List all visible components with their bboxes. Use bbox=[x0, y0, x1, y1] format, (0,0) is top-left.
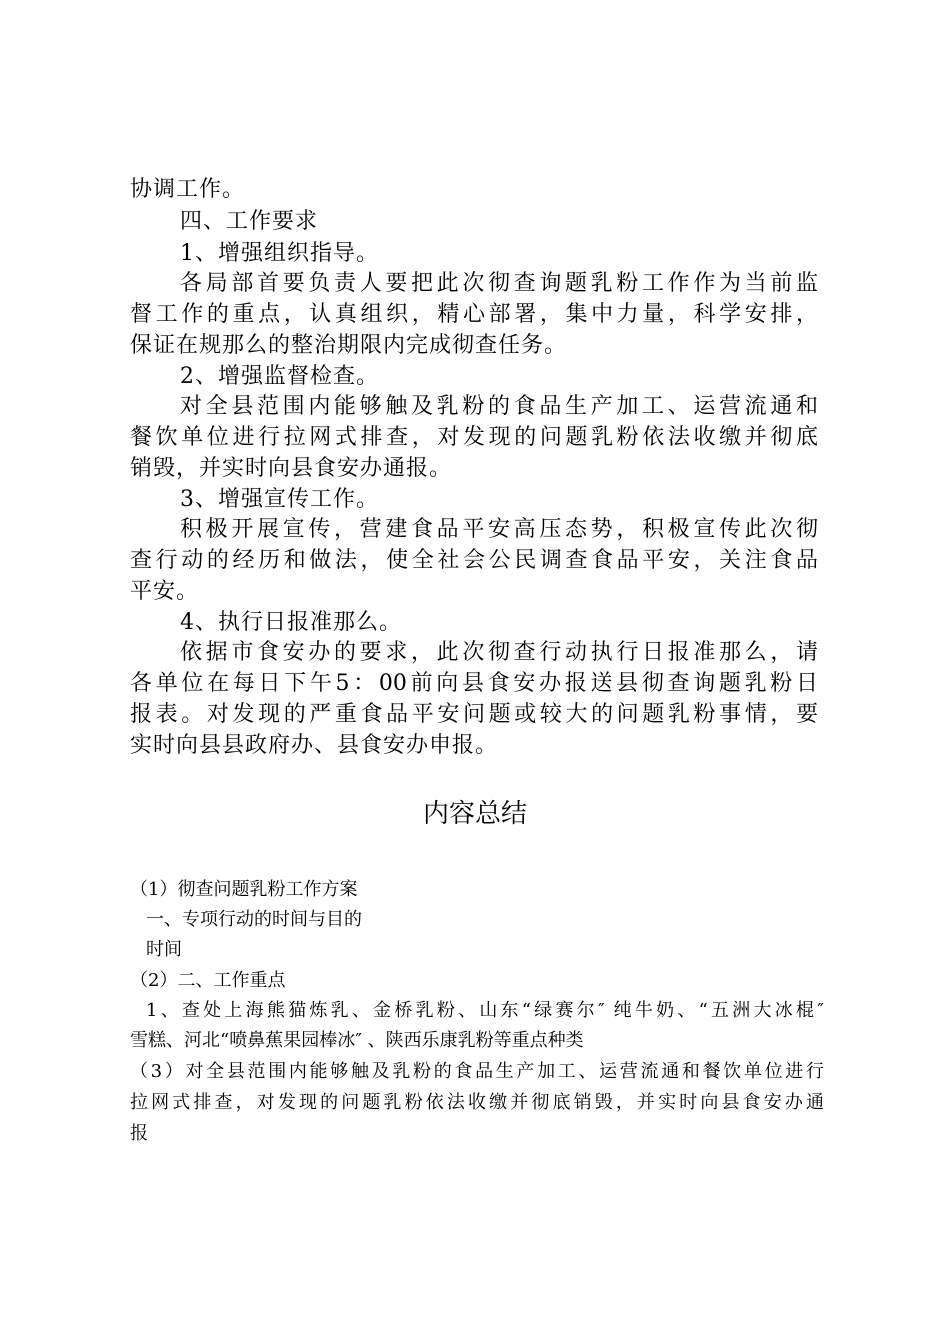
body-line: 查行动的经历和做法，使全社会公民调查食品平安，关注食品 bbox=[130, 548, 818, 573]
body-line: 平安。 bbox=[130, 579, 200, 604]
subsection-heading: 2、增强监督检查。 bbox=[180, 364, 379, 389]
body-line: 报表。对发现的严重食品平安问题或较大的问题乳粉事情，要 bbox=[130, 702, 818, 727]
summary-line: 一、专项行动的时间与目的 bbox=[146, 909, 362, 930]
summary-line: 拉网式排查，对发现的问题乳粉依法收缴并彻底销毁，并实时向县食安办通 bbox=[130, 1092, 824, 1113]
summary-line: （2）二、工作重点 bbox=[130, 970, 286, 991]
body-line: 协调工作。 bbox=[130, 177, 246, 202]
body-line: 各局部首要负责人要把此次彻查询题乳粉工作作为当前监 bbox=[180, 271, 818, 296]
body-line: 销毁，并实时向县食安办通报。 bbox=[130, 456, 453, 481]
section-heading: 四、工作要求 bbox=[180, 209, 319, 234]
subsection-heading: 1、增强组织指导。 bbox=[180, 241, 379, 266]
summary-line: 时间 bbox=[146, 939, 182, 960]
body-line: 对全县范围内能够触及乳粉的食品生产加工、运营流通和 bbox=[180, 394, 818, 419]
summary-line: （3）对全县范围内能够触及乳粉的食品生产加工、运营流通和餐饮单位进行 bbox=[130, 1061, 824, 1082]
subsection-heading: 4、执行日报准那么。 bbox=[180, 610, 402, 635]
body-line: 依据市食安办的要求，此次彻查行动执行日报准那么，请 bbox=[180, 640, 818, 665]
body-line: 各单位在每日下午5：00前向县食安办报送县彻查询题乳粉日 bbox=[130, 671, 818, 696]
body-line: 督工作的重点，认真组织，精心部署，集中力量，科学安排， bbox=[130, 302, 818, 327]
summary-line: 雪糕、河北“喷鼻蕉果园棒冰″ 、陕西乐康乳粉等重点种类 bbox=[130, 1030, 584, 1051]
body-line: 保证在规那么的整治期限内完成彻查任务。 bbox=[130, 333, 568, 358]
body-line: 餐饮单位进行拉网式排查，对发现的问题乳粉依法收缴并彻底 bbox=[130, 425, 818, 450]
summary-line: （1）彻查问题乳粉工作方案 bbox=[130, 879, 358, 900]
body-line: 实时向县县政府办、县食安办申报。 bbox=[130, 733, 499, 758]
summary-line: 1、查处上海熊猫炼乳、金桥乳粉、山东“绿赛尔″ 纯牛奶、“五洲大冰棍″ bbox=[146, 1000, 824, 1021]
summary-title: 内容总结 bbox=[422, 799, 527, 829]
summary-line: 报 bbox=[130, 1123, 148, 1144]
body-line: 积极开展宣传，营建食品平安高压态势，积极宣传此次彻 bbox=[180, 517, 818, 542]
subsection-heading: 3、增强宣传工作。 bbox=[180, 487, 379, 512]
